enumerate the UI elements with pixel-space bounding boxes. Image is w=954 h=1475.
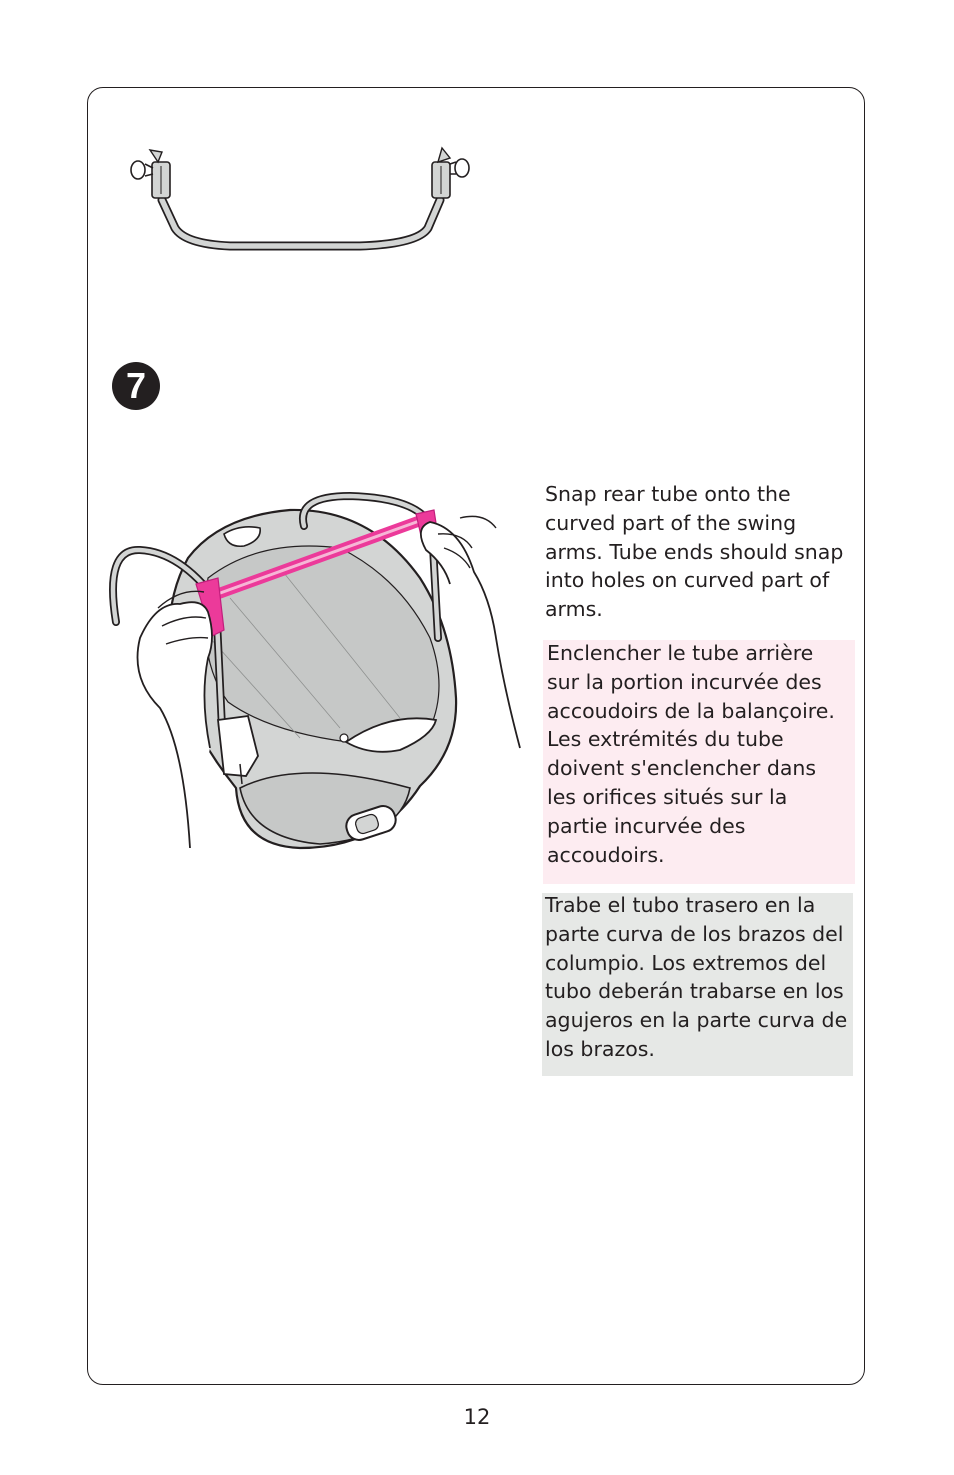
instruction-spanish: Trabe el tubo trasero en la parte curva de los brazos del columpio. Los extremos del tubo deberán trabarse en los agujeros en la parte curva de los brazos.: [545, 893, 848, 1061]
step-number-badge: 7: [112, 362, 160, 410]
assembly-illustration: [100, 488, 530, 858]
rear-tube-illustration: [120, 140, 480, 260]
page-number: 12: [463, 1405, 491, 1429]
instruction-french: Enclencher le tube arrière sur la portion incurvée des accoudoirs de la balançoire. Les extrémités du tube doivent s'enclencher dans les orifices situés sur la partie incurvée des accoudoirs.: [547, 641, 835, 867]
instruction-english: Snap rear tube onto the curved part of the swing arms. Tube ends should snap into holes on curved part of arms.: [545, 482, 844, 622]
